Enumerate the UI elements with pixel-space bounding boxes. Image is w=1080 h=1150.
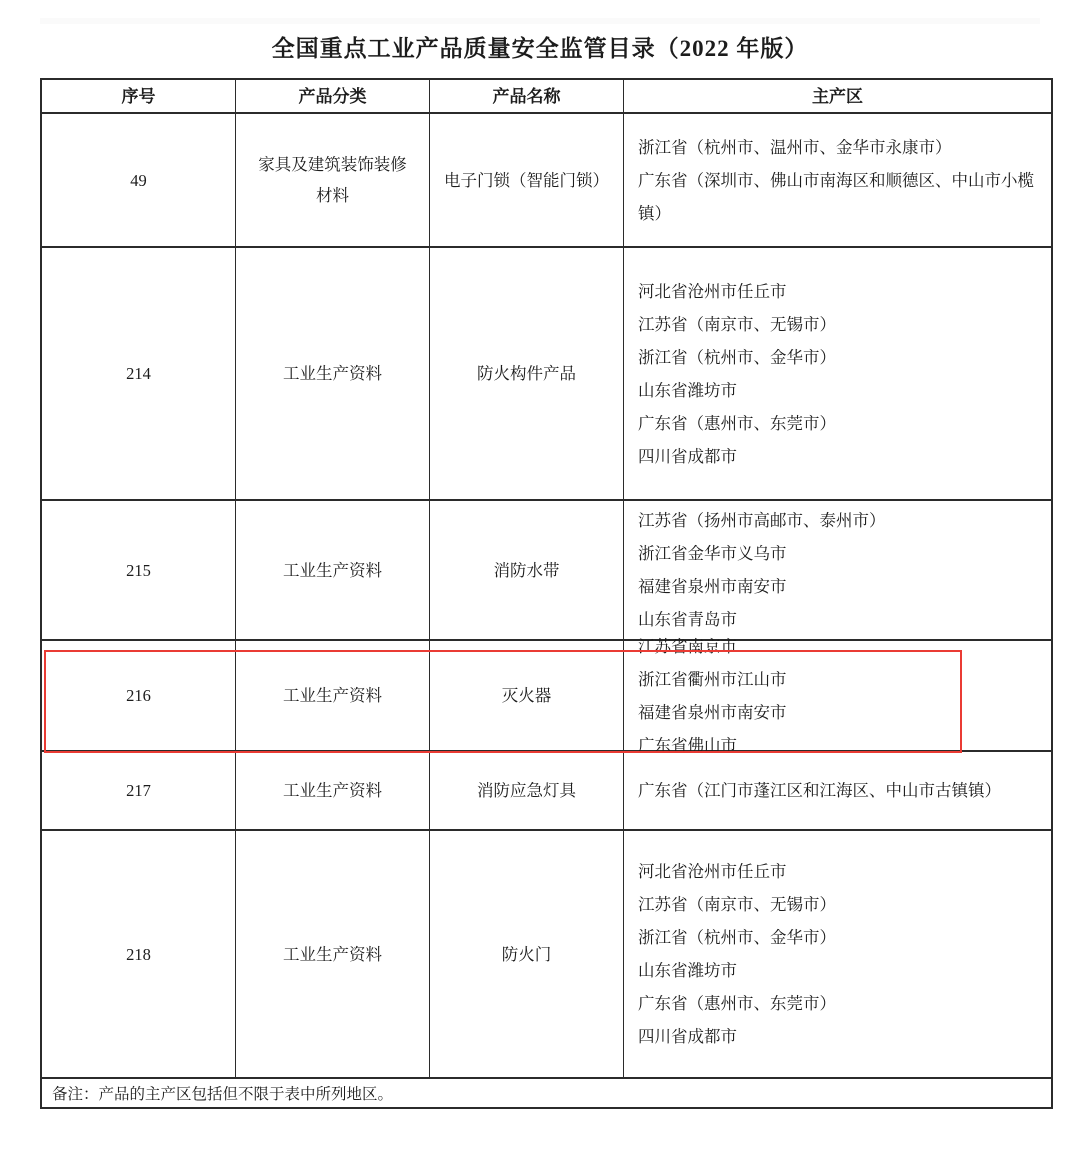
region-line: 山东省潍坊市 [638,380,737,400]
cell-regions [623,636,1051,755]
cell-product-name: 防火构件产品 [429,248,623,499]
cell-category: 工业生产资料 [235,248,429,499]
region-line: 广东省佛山市 [638,735,737,755]
region-line: 江苏省南京市 [638,636,737,656]
region-line: 广东省（惠州市、东莞市） [638,994,836,1013]
cell-serial: 218 [126,944,151,964]
cell-serial: 49 [130,170,147,190]
cell-product-name: 电子门锁（智能门锁） [429,114,623,246]
region-line: 福建省泉州市南安市 [638,577,787,596]
header-main-regions: 主产区 [623,80,1051,112]
table-row-215 [42,499,1051,639]
region-line: 四川省成都市 [638,446,737,466]
region-line: 江苏省（扬州市高邮市、泰州市） [638,511,886,530]
header-category: 产品分类 [235,80,429,112]
cell-regions [623,248,1051,499]
table-row-217 [42,750,1051,829]
page-top-band [40,18,1040,24]
cell-regions [623,114,1051,246]
region-line: 山东省潍坊市 [638,961,737,980]
cell-category: 工业生产资料 [235,831,429,1077]
page-title: 全国重点工业产品质量安全监管目录（2022 年版） [271,36,809,61]
region-line: 江苏省（南京市、无锡市） [638,314,836,334]
table-row-49 [42,112,1051,246]
table-row-216 [42,636,1051,755]
region-line: 福建省泉州市南安市 [638,702,787,722]
region-line: 广东省（江门市蓬江区和江海区、中山市古镇镇） [638,781,1001,800]
cell-category: 家具及建筑装饰装修材料 [235,114,429,246]
cell-regions [623,752,1051,829]
cell-product-name: 防火门 [429,831,623,1077]
cell-category: 工业生产资料 [235,752,429,829]
table-footnote: 备注：产品的主产区包括但不限于表中所列地区。 [42,1077,1051,1107]
cell-product-name: 消防应急灯具 [429,752,623,829]
region-line: 浙江省（杭州市、金华市） [638,928,836,947]
cell-serial: 217 [126,781,151,800]
cell-product-name: 灭火器 [429,641,623,750]
cell-category: 工业生产资料 [235,501,429,639]
region-line: 山东省青岛市 [638,610,737,629]
region-line: 江苏省（南京市、无锡市） [638,895,836,914]
cell-category: 工业生产资料 [235,641,429,750]
region-line: 广东省（惠州市、东莞市） [638,413,836,433]
table-header-row [42,80,1051,112]
region-line: 河北省沧州市任丘市 [638,862,787,881]
header-product-name: 产品名称 [429,80,623,112]
header-serial: 序号 [121,86,156,106]
table-row-214 [42,246,1051,499]
catalog-table [40,78,1053,1109]
region-line: 浙江省（杭州市、温州市、金华市永康市） [638,137,952,157]
cell-serial: 215 [126,560,151,580]
cell-regions [623,831,1051,1077]
region-line: 河北省沧州市任丘市 [638,281,787,301]
cell-serial: 216 [126,686,151,705]
cell-product-name: 消防水带 [429,501,623,639]
region-line: 浙江省金华市义乌市 [638,544,787,563]
region-line: 浙江省衢州市江山市 [638,669,787,689]
cell-serial: 214 [126,364,151,383]
cell-regions [623,501,1051,639]
region-line: 广东省（深圳市、佛山市南海区和顺德区、中山市小榄镇） [638,170,1034,223]
region-line: 四川省成都市 [638,1027,737,1046]
region-line: 浙江省（杭州市、金华市） [638,347,836,367]
table-row-218 [42,829,1051,1077]
